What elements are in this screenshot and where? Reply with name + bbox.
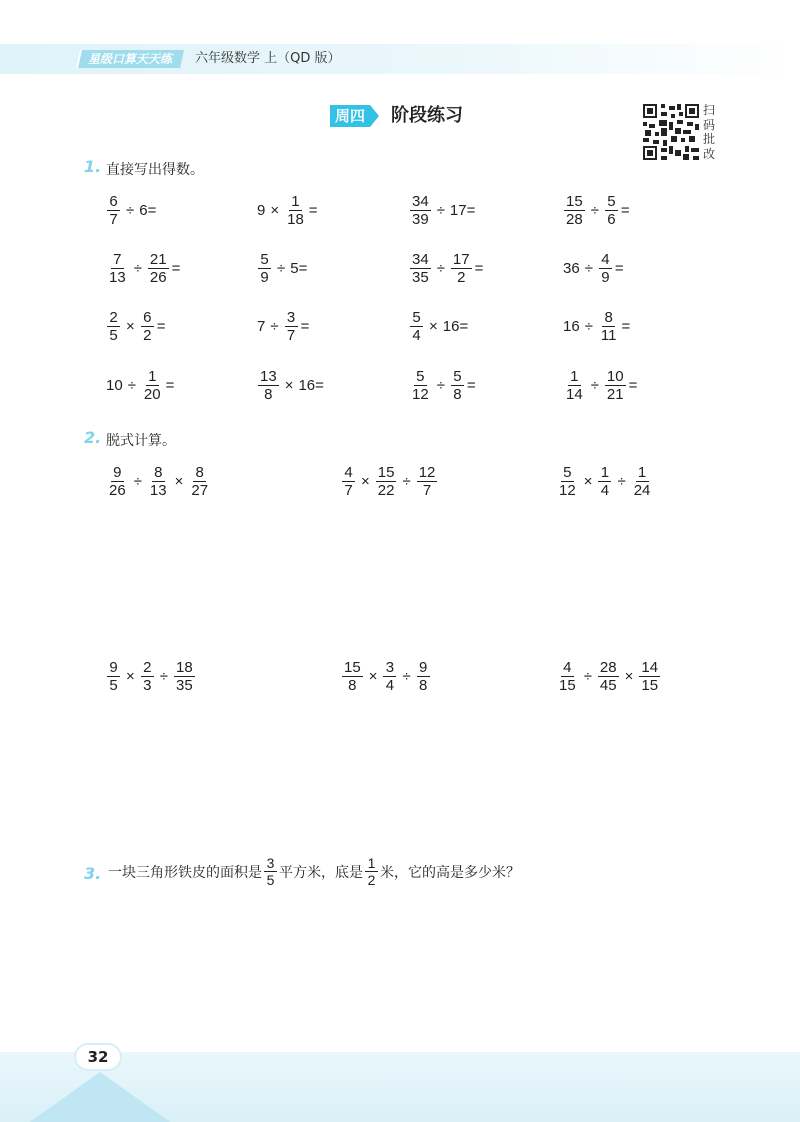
operator: × — [174, 473, 184, 490]
fraction-numerator: 2 — [141, 660, 154, 677]
fraction — [451, 369, 464, 402]
fraction-denominator: 28 — [566, 211, 583, 228]
footer-decoration — [30, 1072, 170, 1122]
oral-item — [256, 194, 319, 227]
fraction-denominator: 7 — [422, 482, 432, 499]
fraction — [174, 660, 195, 693]
oral-item — [408, 369, 477, 402]
fraction — [599, 310, 619, 343]
page-number: 32 — [76, 1045, 120, 1069]
fraction — [564, 369, 585, 402]
number-text: = — [621, 318, 631, 335]
fraction — [342, 660, 363, 693]
fraction — [417, 465, 438, 498]
fraction-numerator: 34 — [412, 251, 429, 268]
oral-item — [408, 252, 484, 285]
fraction — [564, 194, 585, 227]
fraction-denominator: 6 — [607, 211, 616, 228]
operator: × — [429, 318, 438, 335]
fraction-denominator: 24 — [633, 482, 651, 499]
q3-fraction-area — [264, 856, 277, 887]
oral-item — [562, 252, 625, 285]
fraction-numerator: 7 — [111, 252, 124, 269]
oral-item — [256, 310, 310, 343]
fraction-numerator: 8 — [152, 465, 165, 482]
section-title: 阶段练习 — [391, 105, 463, 126]
number-text: = — [156, 318, 166, 335]
qr-label: 扫码批改 — [703, 103, 716, 161]
series-tag — [76, 50, 184, 68]
fraction-numerator: 9 — [107, 660, 120, 677]
fraction-numerator: 9 — [417, 660, 430, 677]
number-text: 6= — [139, 202, 157, 219]
fraction-numerator: 3 — [285, 310, 298, 327]
q1-instruction: 直接写出得数。 — [106, 162, 204, 178]
fraction-numerator: 2 — [107, 310, 120, 327]
fraction — [107, 310, 120, 343]
oral-item — [256, 369, 325, 402]
fraction-denominator: 21 — [606, 386, 624, 403]
number-text: = — [628, 377, 638, 394]
fraction-denominator: 45 — [599, 677, 617, 694]
fraction-denominator: 18 — [287, 211, 304, 228]
number-text: = — [614, 260, 624, 277]
operator: × — [126, 668, 135, 685]
calc-item — [105, 660, 197, 693]
fraction-numerator: 21 — [149, 251, 167, 268]
fraction-denominator: 4 — [385, 677, 395, 694]
q2-number: 2. — [84, 428, 102, 447]
fraction — [605, 369, 626, 402]
fraction-numerator: 6 — [107, 194, 120, 211]
fraction — [141, 310, 154, 343]
fraction — [639, 660, 660, 693]
number-text: 5= — [290, 260, 308, 277]
fraction-numerator: 3 — [264, 856, 277, 872]
oral-item — [562, 369, 638, 402]
operator: ÷ — [133, 260, 142, 277]
fraction-numerator: 1 — [598, 465, 611, 482]
calc-item — [340, 465, 439, 498]
fraction-denominator: 7 — [344, 482, 353, 499]
fraction-numerator: 8 — [602, 310, 615, 327]
fraction — [258, 369, 279, 402]
q3-text-c: 米，它的高是多少米？ — [380, 864, 520, 881]
operator: ÷ — [402, 668, 411, 685]
qr-code-icon[interactable] — [643, 104, 699, 160]
fraction-denominator: 15 — [559, 677, 576, 694]
fraction-denominator: 5 — [109, 327, 118, 344]
fraction — [107, 252, 128, 285]
operator: × — [126, 318, 135, 335]
operator: ÷ — [584, 318, 593, 335]
fraction — [557, 660, 578, 693]
fraction-numerator: 15 — [377, 464, 395, 481]
number-text: 16 — [563, 318, 580, 335]
oral-item — [562, 310, 631, 343]
fraction-numerator: 1 — [365, 856, 378, 872]
book-title: 六年级数学 上（QD 版） — [195, 51, 341, 66]
fraction-denominator: 8 — [264, 386, 273, 403]
fraction-denominator: 12 — [559, 482, 576, 499]
operator: ÷ — [590, 377, 599, 394]
fraction-numerator: 13 — [260, 368, 277, 385]
operator: ÷ — [436, 260, 445, 277]
oral-item — [256, 252, 308, 285]
fraction — [285, 194, 306, 227]
fraction-denominator: 35 — [412, 269, 429, 286]
fraction-denominator: 14 — [566, 386, 583, 403]
fraction — [417, 660, 430, 693]
fraction-denominator: 8 — [419, 677, 428, 694]
fraction-numerator: 5 — [410, 310, 423, 327]
fraction-denominator: 15 — [641, 677, 659, 694]
operator: ÷ — [583, 668, 592, 685]
fraction — [376, 465, 397, 498]
fraction — [285, 310, 298, 343]
fraction — [148, 252, 169, 285]
fraction-denominator: 8 — [348, 677, 357, 694]
fraction-numerator: 15 — [566, 193, 583, 210]
fraction-denominator: 3 — [143, 677, 152, 694]
fraction-numerator: 4 — [342, 465, 355, 482]
fraction — [410, 194, 431, 227]
number-text: 17= — [449, 202, 476, 219]
fraction-numerator: 34 — [412, 193, 429, 210]
fraction-denominator: 13 — [149, 482, 167, 499]
calc-item — [105, 465, 212, 498]
fraction — [598, 660, 619, 693]
operator: × — [284, 377, 294, 394]
fraction-denominator: 11 — [600, 327, 617, 344]
number-text: 9 — [257, 202, 266, 219]
fraction — [410, 252, 431, 285]
number-text: = — [474, 260, 484, 277]
fraction — [148, 465, 169, 498]
fraction — [605, 194, 618, 227]
operator: × — [624, 668, 634, 685]
operator: ÷ — [270, 318, 279, 335]
fraction-denominator: 4 — [412, 327, 421, 344]
fraction — [107, 660, 120, 693]
number-text: = — [171, 260, 181, 277]
fraction-numerator: 9 — [111, 465, 124, 482]
fraction — [383, 660, 396, 693]
fraction-numerator: 6 — [141, 310, 154, 327]
calc-item — [555, 660, 662, 693]
operator: ÷ — [277, 260, 286, 277]
calc-item — [340, 660, 432, 693]
fraction — [599, 252, 612, 285]
operator: ÷ — [590, 202, 599, 219]
fraction-numerator: 4 — [599, 252, 612, 269]
fraction-denominator: 26 — [149, 269, 167, 286]
fraction-numerator: 1 — [289, 194, 302, 211]
fraction-numerator: 5 — [451, 369, 464, 386]
fraction-denominator: 2 — [367, 872, 376, 888]
fraction-denominator: 7 — [286, 327, 296, 344]
operator: ÷ — [126, 202, 135, 219]
fraction — [107, 194, 120, 227]
q3-fraction-base — [365, 856, 378, 887]
number-text: 36 — [563, 260, 580, 277]
number-text: 7 — [257, 318, 266, 335]
fraction — [632, 465, 653, 498]
q3-text-b: 平方米，底是 — [279, 864, 363, 881]
oral-item — [105, 252, 181, 285]
fraction-denominator: 9 — [260, 269, 269, 286]
number-text: 16= — [298, 377, 324, 394]
fraction — [598, 465, 611, 498]
number-text: 10 — [106, 377, 123, 394]
operator: ÷ — [133, 473, 142, 490]
fraction-denominator: 26 — [109, 482, 126, 499]
fraction-numerator: 1 — [568, 369, 581, 386]
number-text: = — [300, 318, 310, 335]
fraction-denominator: 2 — [457, 269, 466, 286]
number-text: = — [165, 377, 175, 394]
fraction-numerator: 28 — [599, 659, 617, 676]
fraction-denominator: 8 — [453, 386, 462, 403]
fraction-numerator: 5 — [258, 252, 271, 269]
series-name: 星级口算天天练 — [88, 52, 173, 66]
fraction — [141, 660, 154, 693]
oral-item — [408, 194, 476, 227]
fraction-numerator: 17 — [452, 251, 470, 268]
operator: ÷ — [127, 377, 136, 394]
operator: ÷ — [617, 473, 626, 490]
fraction — [451, 252, 472, 285]
operator: ÷ — [436, 202, 445, 219]
operator: ÷ — [402, 473, 411, 490]
oral-item — [105, 369, 175, 402]
fraction-numerator: 14 — [641, 659, 659, 676]
fraction — [557, 465, 578, 498]
fraction-numerator: 1 — [146, 369, 159, 386]
day-badge-arrow — [370, 105, 379, 127]
fraction-denominator: 13 — [109, 269, 126, 286]
fraction-numerator: 5 — [414, 369, 427, 386]
calc-item — [555, 465, 654, 498]
fraction — [258, 252, 271, 285]
fraction-denominator: 2 — [143, 327, 152, 344]
fraction-denominator: 27 — [191, 482, 209, 499]
operator: × — [583, 473, 593, 490]
q2-instruction: 脱式计算。 — [106, 433, 176, 449]
q1-number: 1. — [84, 157, 102, 176]
fraction-denominator: 5 — [109, 677, 118, 694]
fraction-denominator: 35 — [176, 677, 193, 694]
number-text: 16= — [442, 318, 469, 335]
q3-number: 3. — [84, 864, 102, 883]
fraction-denominator: 5 — [266, 872, 275, 888]
number-text: = — [620, 202, 630, 219]
fraction-numerator: 5 — [605, 194, 618, 211]
number-text: = — [308, 202, 318, 219]
fraction-denominator: 39 — [412, 211, 429, 228]
q3-problem — [108, 856, 520, 887]
fraction-numerator: 5 — [561, 465, 574, 482]
fraction-denominator: 9 — [601, 269, 610, 286]
fraction-denominator: 22 — [377, 482, 395, 499]
fraction-numerator: 18 — [176, 659, 193, 676]
operator: ÷ — [584, 260, 593, 277]
fraction — [107, 465, 128, 498]
fraction — [410, 310, 423, 343]
fraction-numerator: 10 — [606, 368, 624, 385]
operator: ÷ — [436, 377, 445, 394]
day-badge: 周四 — [330, 105, 370, 127]
operator: × — [361, 473, 370, 490]
operator: × — [368, 668, 378, 685]
fraction-denominator: 7 — [109, 211, 118, 228]
fraction-numerator: 3 — [383, 660, 396, 677]
number-text: = — [466, 377, 476, 394]
operator: ÷ — [159, 668, 168, 685]
oral-item — [408, 310, 469, 343]
fraction — [410, 369, 431, 402]
oral-item — [562, 194, 631, 227]
fraction-denominator: 20 — [143, 386, 161, 403]
fraction-numerator: 4 — [561, 660, 574, 677]
fraction — [142, 369, 163, 402]
fraction-denominator: 12 — [412, 386, 429, 403]
q3-text-a: 一块三角形铁皮的面积是 — [108, 864, 262, 881]
fraction-numerator: 8 — [193, 465, 206, 482]
fraction — [342, 465, 355, 498]
fraction-numerator: 12 — [418, 464, 436, 481]
fraction — [189, 465, 210, 498]
oral-item — [105, 194, 157, 227]
oral-item — [105, 310, 167, 343]
fraction-numerator: 1 — [636, 465, 649, 482]
fraction-denominator: 4 — [600, 482, 610, 499]
fraction-numerator: 15 — [344, 659, 361, 676]
operator: × — [270, 202, 280, 219]
